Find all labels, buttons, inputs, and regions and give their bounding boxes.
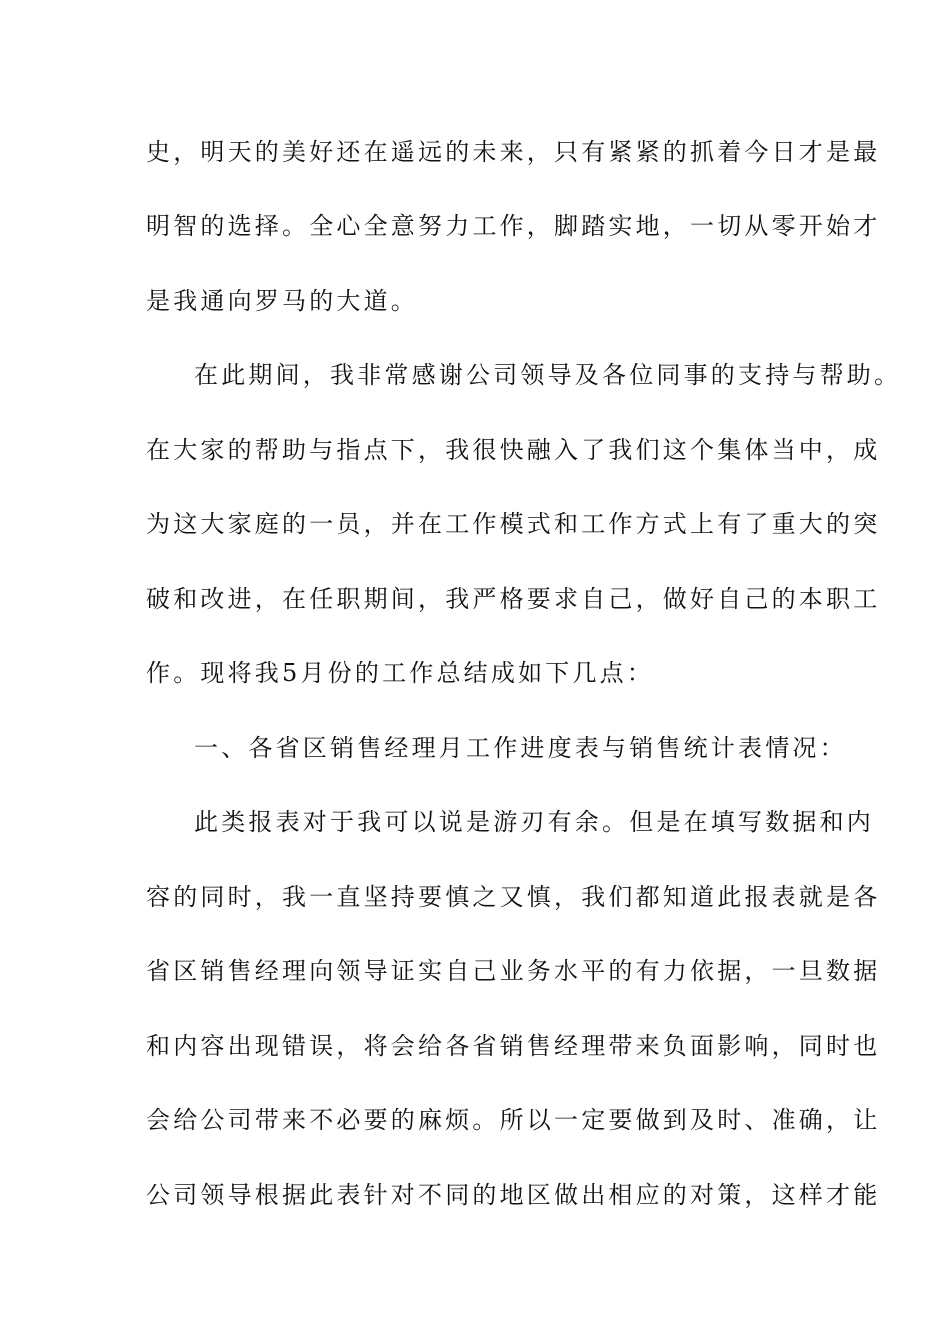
- text-line-11: 容的同时，我一直坚持要慎之又慎，我们都知道此报表就是各: [146, 883, 881, 911]
- text-line-4: 在此期间，我非常感谢公司领导及各位同事的支持与帮助。: [194, 361, 902, 389]
- text-line-3: 是我通向罗马的大道。: [146, 287, 418, 315]
- text-line-14: 会给公司带来不必要的麻烦。所以一定要做到及时、准确，让: [146, 1106, 881, 1134]
- text-line-1: 史，明天的美好还在遥远的未来，只有紧紧的抓着今日才是最: [146, 138, 881, 166]
- text-line-9: 一、各省区销售经理月工作进度表与销售统计表情况：: [194, 734, 847, 762]
- text-line-5: 在大家的帮助与指点下，我很快融入了我们这个集体当中，成: [146, 436, 881, 464]
- text-line-10: 此类报表对于我可以说是游刃有余。但是在填写数据和内: [194, 808, 874, 836]
- text-line-13: 和内容出现错误，将会给各省销售经理带来负面影响，同时也: [146, 1032, 881, 1060]
- text-line-12: 省区销售经理向领导证实自己业务水平的有力依据，一旦数据: [146, 957, 881, 985]
- text-line-2: 明智的选择。全心全意努力工作，脚踏实地，一切从零开始才: [146, 212, 881, 240]
- text-line-8: 作。现将我5月份的工作总结成如下几点：: [146, 659, 655, 687]
- text-line-6: 为这大家庭的一员，并在工作模式和工作方式上有了重大的突: [146, 510, 881, 538]
- text-line-15: 公司领导根据此表针对不同的地区做出相应的对策，这样才能: [146, 1181, 881, 1209]
- text-line-7: 破和改进，在任职期间，我严格要求自己，做好自己的本职工: [146, 585, 881, 613]
